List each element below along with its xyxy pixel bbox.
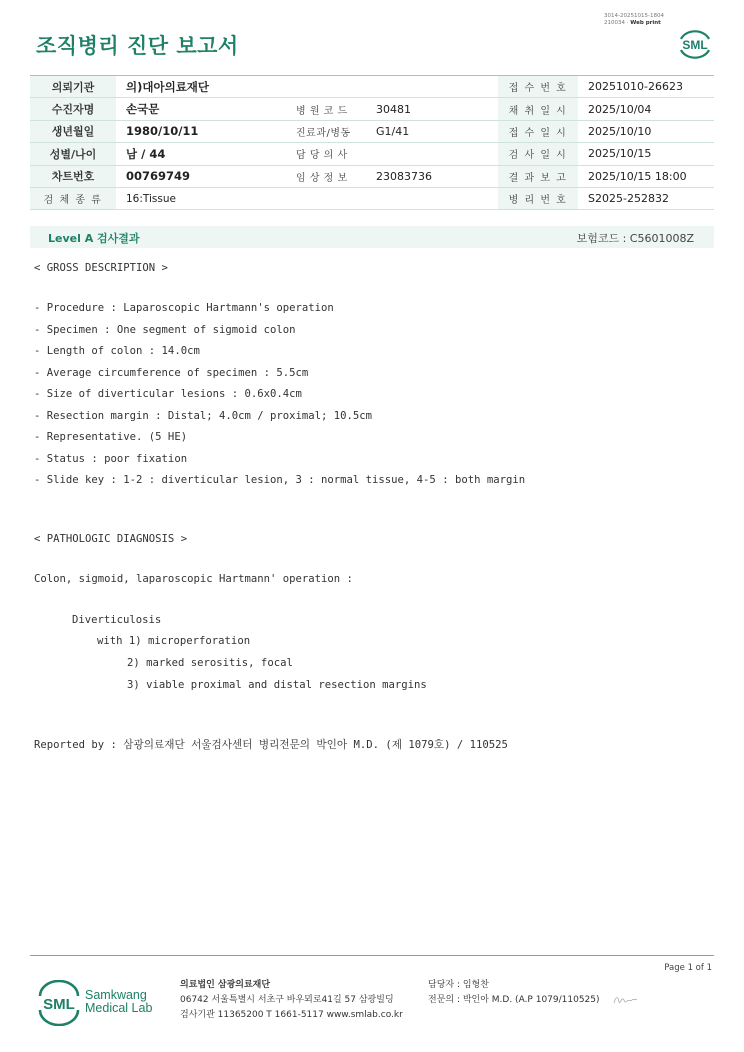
page-number: Page 1 of 1: [664, 963, 712, 973]
doctor: [366, 143, 498, 165]
exam-date-label: 검 사 일 시: [498, 143, 578, 165]
patient-info-table: [30, 75, 714, 210]
gross-line: - Slide key : 1-2 : diverticular lesion, 3 : normal tissue, 4-5 : both margin: [34, 474, 526, 486]
hospital-code: 30481: [366, 98, 498, 120]
print-mode: Web print: [630, 20, 661, 26]
table-row: [30, 98, 714, 120]
diagnosis-item: 3) viable proximal and distal resection margins: [127, 679, 427, 691]
hospital-code-label: 병 원 코 드: [282, 98, 366, 120]
gross-line: - Status : poor fixation: [34, 452, 188, 465]
report-date-label: 결 과 보 고: [498, 165, 578, 187]
collection-date-label: 채 취 일 시: [498, 98, 578, 120]
chart-no: 00769749: [116, 165, 282, 187]
footer-logo-text: SML: [43, 996, 75, 1013]
diagnosis-item: with 1) microperforation: [97, 635, 251, 647]
print-id: 3014-20251015-1804 210034 · Web print: [604, 13, 664, 26]
sml-logo-icon: [676, 27, 714, 61]
dept: G1/41: [366, 120, 498, 142]
receipt-no-label: 접 수 번 호: [498, 76, 578, 98]
clinical-info-label: 임 상 정 보: [282, 165, 366, 187]
table-row: [30, 143, 714, 165]
lab-name-line2: Medical Lab: [85, 1001, 153, 1015]
birth: 1980/10/11: [116, 120, 282, 142]
diagnosis-heading: < PATHOLOGIC DIAGNOSIS >: [34, 533, 188, 545]
org-address: 06742 서울특별시 서초구 바우뫼로41길 57 삼광빌딩: [180, 995, 394, 1005]
sex-age-label: 성별/나이: [30, 143, 116, 165]
table-row: [30, 165, 714, 187]
diagnosis-site: Colon, sigmoid, laparoscopic Hartmann' operation :: [34, 573, 353, 585]
referring-institution-label: 의뢰기관: [30, 76, 116, 98]
exam-date: 2025/10/15: [578, 143, 714, 165]
doctor-label: 담 당 의 사: [282, 143, 366, 165]
page-title: 조직병리 진단 보고서: [36, 34, 239, 58]
lab-name-line1: Samkwang: [85, 988, 147, 1002]
print-id-line1: 3014-20251015-1804: [604, 13, 664, 19]
result-level-bar: [30, 226, 714, 248]
footer-staff-info: [428, 978, 600, 1008]
gross-line: - Size of diverticular lesions : 0.6x0.4cm: [34, 388, 302, 400]
collection-date: 2025/10/04: [578, 98, 714, 120]
footer-org-info: [180, 978, 403, 1023]
specimen-label: 검 체 종 류: [30, 187, 116, 209]
specimen: 16:Tissue: [116, 187, 498, 209]
table-row: [30, 187, 714, 209]
referring-institution: 의)대아의료재단: [116, 76, 498, 98]
pathology-no-label: 병 리 번 호: [498, 187, 578, 209]
reported-by: Reported by : 삼광의료재단 서울검사센터 병리전문의 박인아 M.D. (제 1079호) / 110525: [34, 739, 508, 751]
sex-age: 남 / 44: [116, 143, 282, 165]
dept-label: 진료과/병동: [282, 120, 366, 142]
birth-label: 생년월일: [30, 120, 116, 142]
signature-icon: [612, 993, 638, 1007]
receipt-no: 20251010-26623: [578, 76, 714, 98]
gross-line: - Length of colon : 14.0cm: [34, 345, 200, 357]
result-level: Level A 검사결과: [48, 232, 140, 245]
clinical-info: 23083736: [366, 165, 498, 187]
patient-name-label: 수진자명: [30, 98, 116, 120]
gross-heading: < GROSS DESCRIPTION >: [34, 262, 168, 274]
gross-line: - Specimen : One segment of sigmoid colon: [34, 323, 296, 336]
gross-line: - Resection margin : Distal; 4.0cm / proximal; 10.5cm: [34, 409, 373, 422]
gross-line: - Average circumference of specimen : 5.5cm: [34, 366, 309, 379]
chart-no-label: 차트번호: [30, 165, 116, 187]
pathology-no: S2025-252832: [578, 187, 714, 209]
sml-footer-logo-icon: [36, 980, 82, 1026]
org-name: 의료법인 삼광의료재단: [180, 980, 271, 990]
diagnosis-main: Diverticulosis: [72, 614, 162, 626]
received-date: 2025/10/10: [578, 120, 714, 142]
footer-divider: [30, 955, 714, 956]
org-contact: 검사기관 11365200 T 1661-5117 www.smlab.co.kr: [180, 1010, 403, 1020]
report-date: 2025/10/15 18:00: [578, 165, 714, 187]
gross-line: - Representative. (5 HE): [34, 431, 188, 443]
table-row: [30, 76, 714, 98]
logo-text: SML: [682, 38, 708, 52]
specialist: 전문의 : 박인아 M.D. (A.P 1079/110525): [428, 995, 600, 1005]
staff: 담당자 : 임형찬: [428, 980, 489, 990]
print-id-line2: 210034: [604, 20, 625, 26]
received-date-label: 접 수 일 시: [498, 120, 578, 142]
patient-name: 손국문: [116, 98, 282, 120]
lab-name: [85, 989, 152, 1015]
diagnosis-item: 2) marked serositis, focal: [127, 657, 293, 669]
insurance-code: 보험코드 : C5601008Z: [576, 232, 694, 245]
table-row: [30, 120, 714, 142]
gross-line: - Procedure : Laparoscopic Hartmann's operation: [34, 302, 334, 314]
